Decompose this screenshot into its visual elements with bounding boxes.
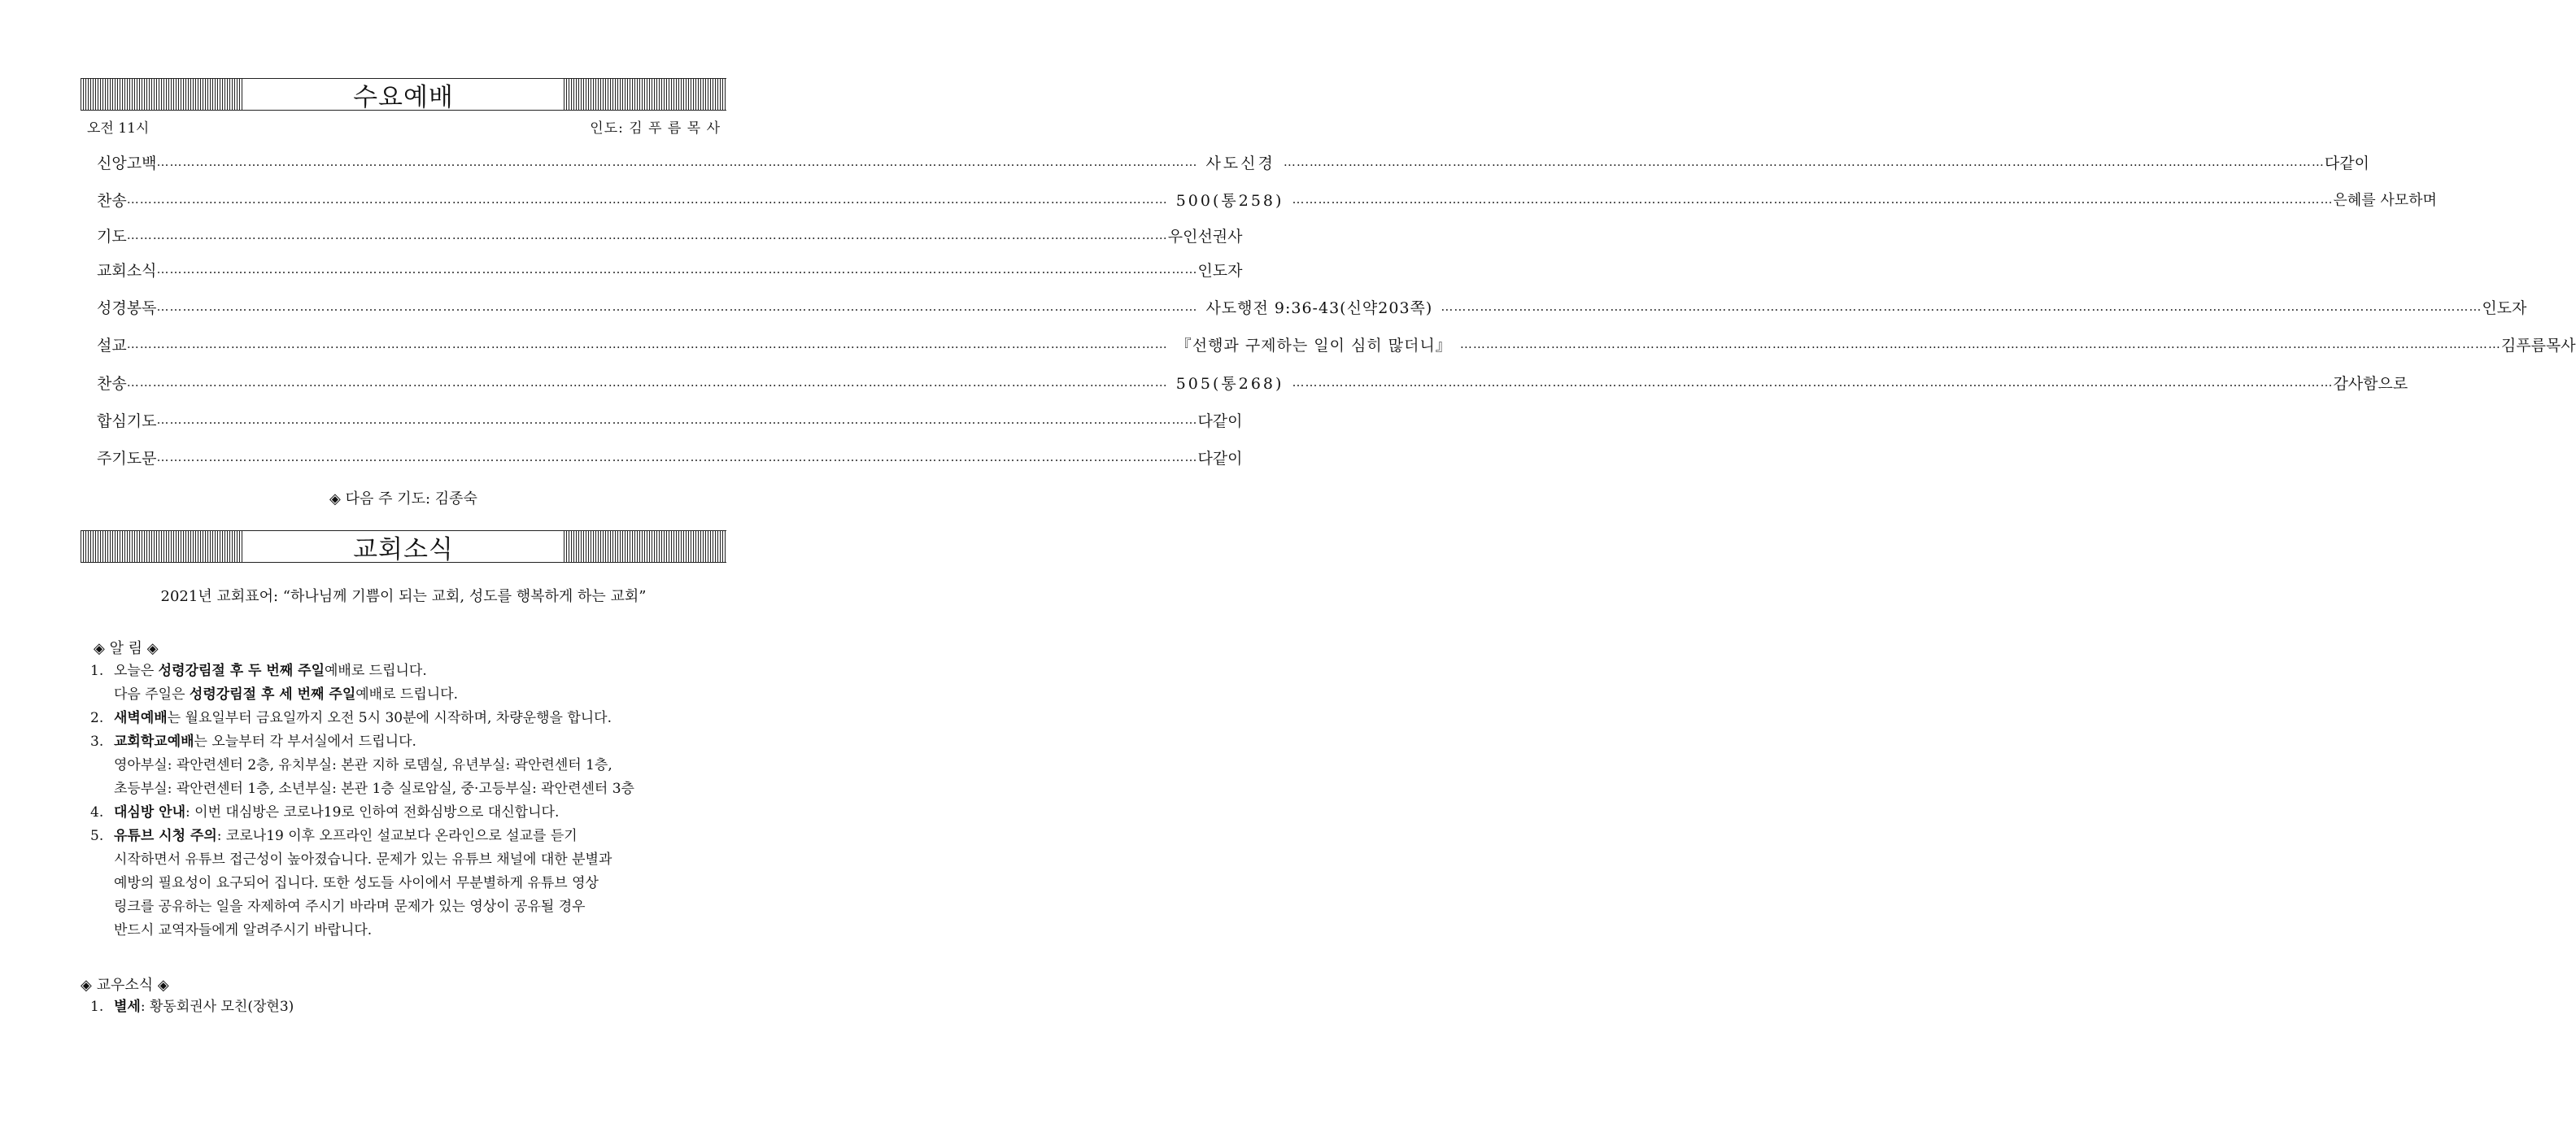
- header-stripes-right: [564, 79, 726, 110]
- order-item-leader: 인 도 자: [2482, 298, 2527, 317]
- header-stripes-right: [564, 531, 726, 562]
- list-item-line: 유튜브 시청 주의: 코로나19 이후 오프라인 설교보다 온라인으로 설교를 듣기: [114, 828, 578, 844]
- list-item-number: 3.: [90, 734, 104, 750]
- order-dot-leader: …………………………………………………………………………………………………………………………………………………………………………………………………………………… 505(통268) ……………………………………………………………………………………………………………………………………………………………………………………………………………………: [127, 372, 2334, 394]
- order-dot-leader: ……………………………………………………………………………………………………………………………………………………………………………………………………………………: [156, 412, 1198, 427]
- order-row: [97, 187, 2437, 211]
- order-item-leader: 다 같 이: [1197, 449, 1243, 468]
- list-item-line: 새벽예배는 월요일부터 금요일까지 오전 5시 30분에 시작하며, 차량운행을 합니다.: [114, 710, 612, 726]
- header-stripes-left: [81, 531, 243, 562]
- list-item: [90, 995, 294, 1019]
- notice-list: [90, 660, 634, 943]
- order-dot-leader: …………………………………………………………………………………………………………………………………………………………………………………………………………………… 사도신경 ……………………………………………………………………………………………………………………………………………………………………………………………………………………: [156, 151, 2324, 173]
- member-news-list: [90, 995, 294, 1019]
- order-dot-leader: …………………………………………………………………………………………………………………………………………………………………………………………………………………… 500(통258) ……………………………………………………………………………………………………………………………………………………………………………………………………………………: [127, 189, 2334, 211]
- next-week-prayer: ◈ 다음 주 기도: 김종숙: [329, 490, 477, 507]
- order-item-leader: 다 같 이: [2324, 154, 2369, 172]
- list-item-line: 다음 주일은 성령강림절 후 세 번째 주일예배로 드립니다.: [114, 686, 459, 703]
- list-item-number: 1.: [90, 999, 104, 1015]
- list-item-line: 예방의 필요성이 요구되어 집니다. 또한 성도들 사이에서 무분별하게 유튜브 영상: [114, 875, 599, 891]
- order-dot-leader: …………………………………………………………………………………………………………………………………………………………………………………………………………………… 『선행과 구제하는 일이 심히 많더니』 ……………………………………………………………………………………………………………………………………………………………………………………………………………………: [127, 333, 2501, 355]
- notice-heading: ◈ 알 림 ◈: [94, 640, 159, 657]
- order-item-content: 500(통258): [1175, 191, 1284, 210]
- list-item-number: 2.: [90, 710, 104, 726]
- list-item: [90, 825, 634, 943]
- news-title: 교회소식: [243, 531, 564, 562]
- list-item: [90, 801, 634, 825]
- list-item: [90, 660, 634, 707]
- list-item-number: 4.: [90, 804, 104, 821]
- list-item-line: 영아부실: 곽안련센터 2층, 유치부실: 본관 지하 로뎀실, 유년부실: 곽안련센터 1층,: [114, 757, 612, 773]
- order-item-label: 설 교: [97, 336, 127, 355]
- order-item-label: 찬 송: [97, 374, 127, 393]
- list-item-line: 별세: 황동회권사 모친(장현3): [114, 999, 294, 1015]
- header-stripes-left: [81, 79, 243, 110]
- church-motto: 2021년 교회표어: “하나님께 기쁨이 되는 교회, 성도를 행복하게 하는 교회”: [160, 588, 647, 605]
- list-item-line: 초등부실: 곽안련센터 1층, 소년부실: 본관 1층 실로암실, 중·고등부실: 곽안련센터 3층: [114, 781, 634, 797]
- order-row: [97, 370, 2408, 394]
- worship-leader: 인도: 김 푸 름 목 사: [590, 120, 721, 137]
- order-item-label: 합 심 기 도: [97, 412, 157, 430]
- list-item-number: 5.: [90, 828, 104, 844]
- order-row: [97, 150, 2369, 174]
- order-row: [97, 223, 1243, 247]
- order-row: [97, 445, 1243, 469]
- order-item-label: 찬 송: [97, 191, 127, 210]
- order-item-label: 기 도: [97, 227, 127, 246]
- order-row: [97, 407, 1243, 432]
- list-item-line: 시작하면서 유튜브 접근성이 높아졌습니다. 문제가 있는 유튜브 채널에 대한 분별과: [114, 851, 612, 868]
- worship-section-header: [81, 78, 726, 111]
- order-item-label: 성 경 봉 독: [97, 298, 157, 317]
- news-section-header: [81, 530, 726, 563]
- list-item-line: 반드시 교역자들에게 알려주시기 바랍니다.: [114, 922, 373, 938]
- order-item-leader: 우 인 선 권 사: [1167, 227, 1243, 246]
- order-dot-leader: ……………………………………………………………………………………………………………………………………………………………………………………………………………………: [156, 262, 1198, 277]
- list-item-line: 교회학교예배는 오늘부터 각 부서실에서 드립니다.: [114, 734, 416, 750]
- order-row: [97, 294, 2527, 319]
- order-item-content: 사도행전 9:36-43(신약203쪽): [1205, 298, 1433, 317]
- order-row: [97, 332, 2576, 356]
- order-row: [97, 257, 1243, 281]
- member-news-heading: ◈ 교우소식 ◈: [81, 977, 169, 994]
- worship-title: 수요예배: [243, 79, 564, 110]
- order-item-leader: 감 사 함 으 로: [2333, 374, 2408, 393]
- order-item-leader: 김 푸 름 목 사: [2500, 336, 2576, 355]
- list-item: [90, 730, 634, 801]
- order-dot-leader: ……………………………………………………………………………………………………………………………………………………………………………………………………………………: [156, 450, 1198, 464]
- order-item-label: 신 앙 고 백: [97, 154, 157, 172]
- list-item-number: 1.: [90, 663, 104, 679]
- worship-time: 오전 11시: [87, 120, 150, 137]
- list-item: [90, 707, 634, 730]
- list-item-line: 대심방 안내: 이번 대심방은 코로나19로 인하여 전화심방으로 대신합니다.: [114, 804, 560, 821]
- order-item-content: 505(통268): [1175, 374, 1284, 393]
- order-item-leader: 인 도 자: [1197, 261, 1243, 280]
- list-item-line: 오늘은 성령강림절 후 두 번째 주일예배로 드립니다.: [114, 663, 427, 679]
- order-item-leader: 다 같 이: [1197, 412, 1243, 430]
- list-item-line: 링크를 공유하는 일을 자제하여 주시기 바라며 문제가 있는 영상이 공유될 경우: [114, 899, 586, 915]
- order-item-content: 『선행과 구제하는 일이 심히 많더니』: [1175, 336, 1452, 355]
- order-item-content: 사도신경: [1205, 154, 1275, 172]
- order-item-label: 주 기 도 문: [97, 449, 157, 468]
- order-item-leader: 은혜를 사모하며: [2333, 192, 2437, 209]
- order-dot-leader: …………………………………………………………………………………………………………………………………………………………………………………………………………………… 사도행전 9:36-43(신약203쪽) ……………………………………………………………………………………………………………………………………………………………………………………………………………………: [156, 296, 2482, 318]
- order-dot-leader: ……………………………………………………………………………………………………………………………………………………………………………………………………………………: [126, 228, 1168, 242]
- order-item-label: 교 회 소 식: [97, 261, 157, 280]
